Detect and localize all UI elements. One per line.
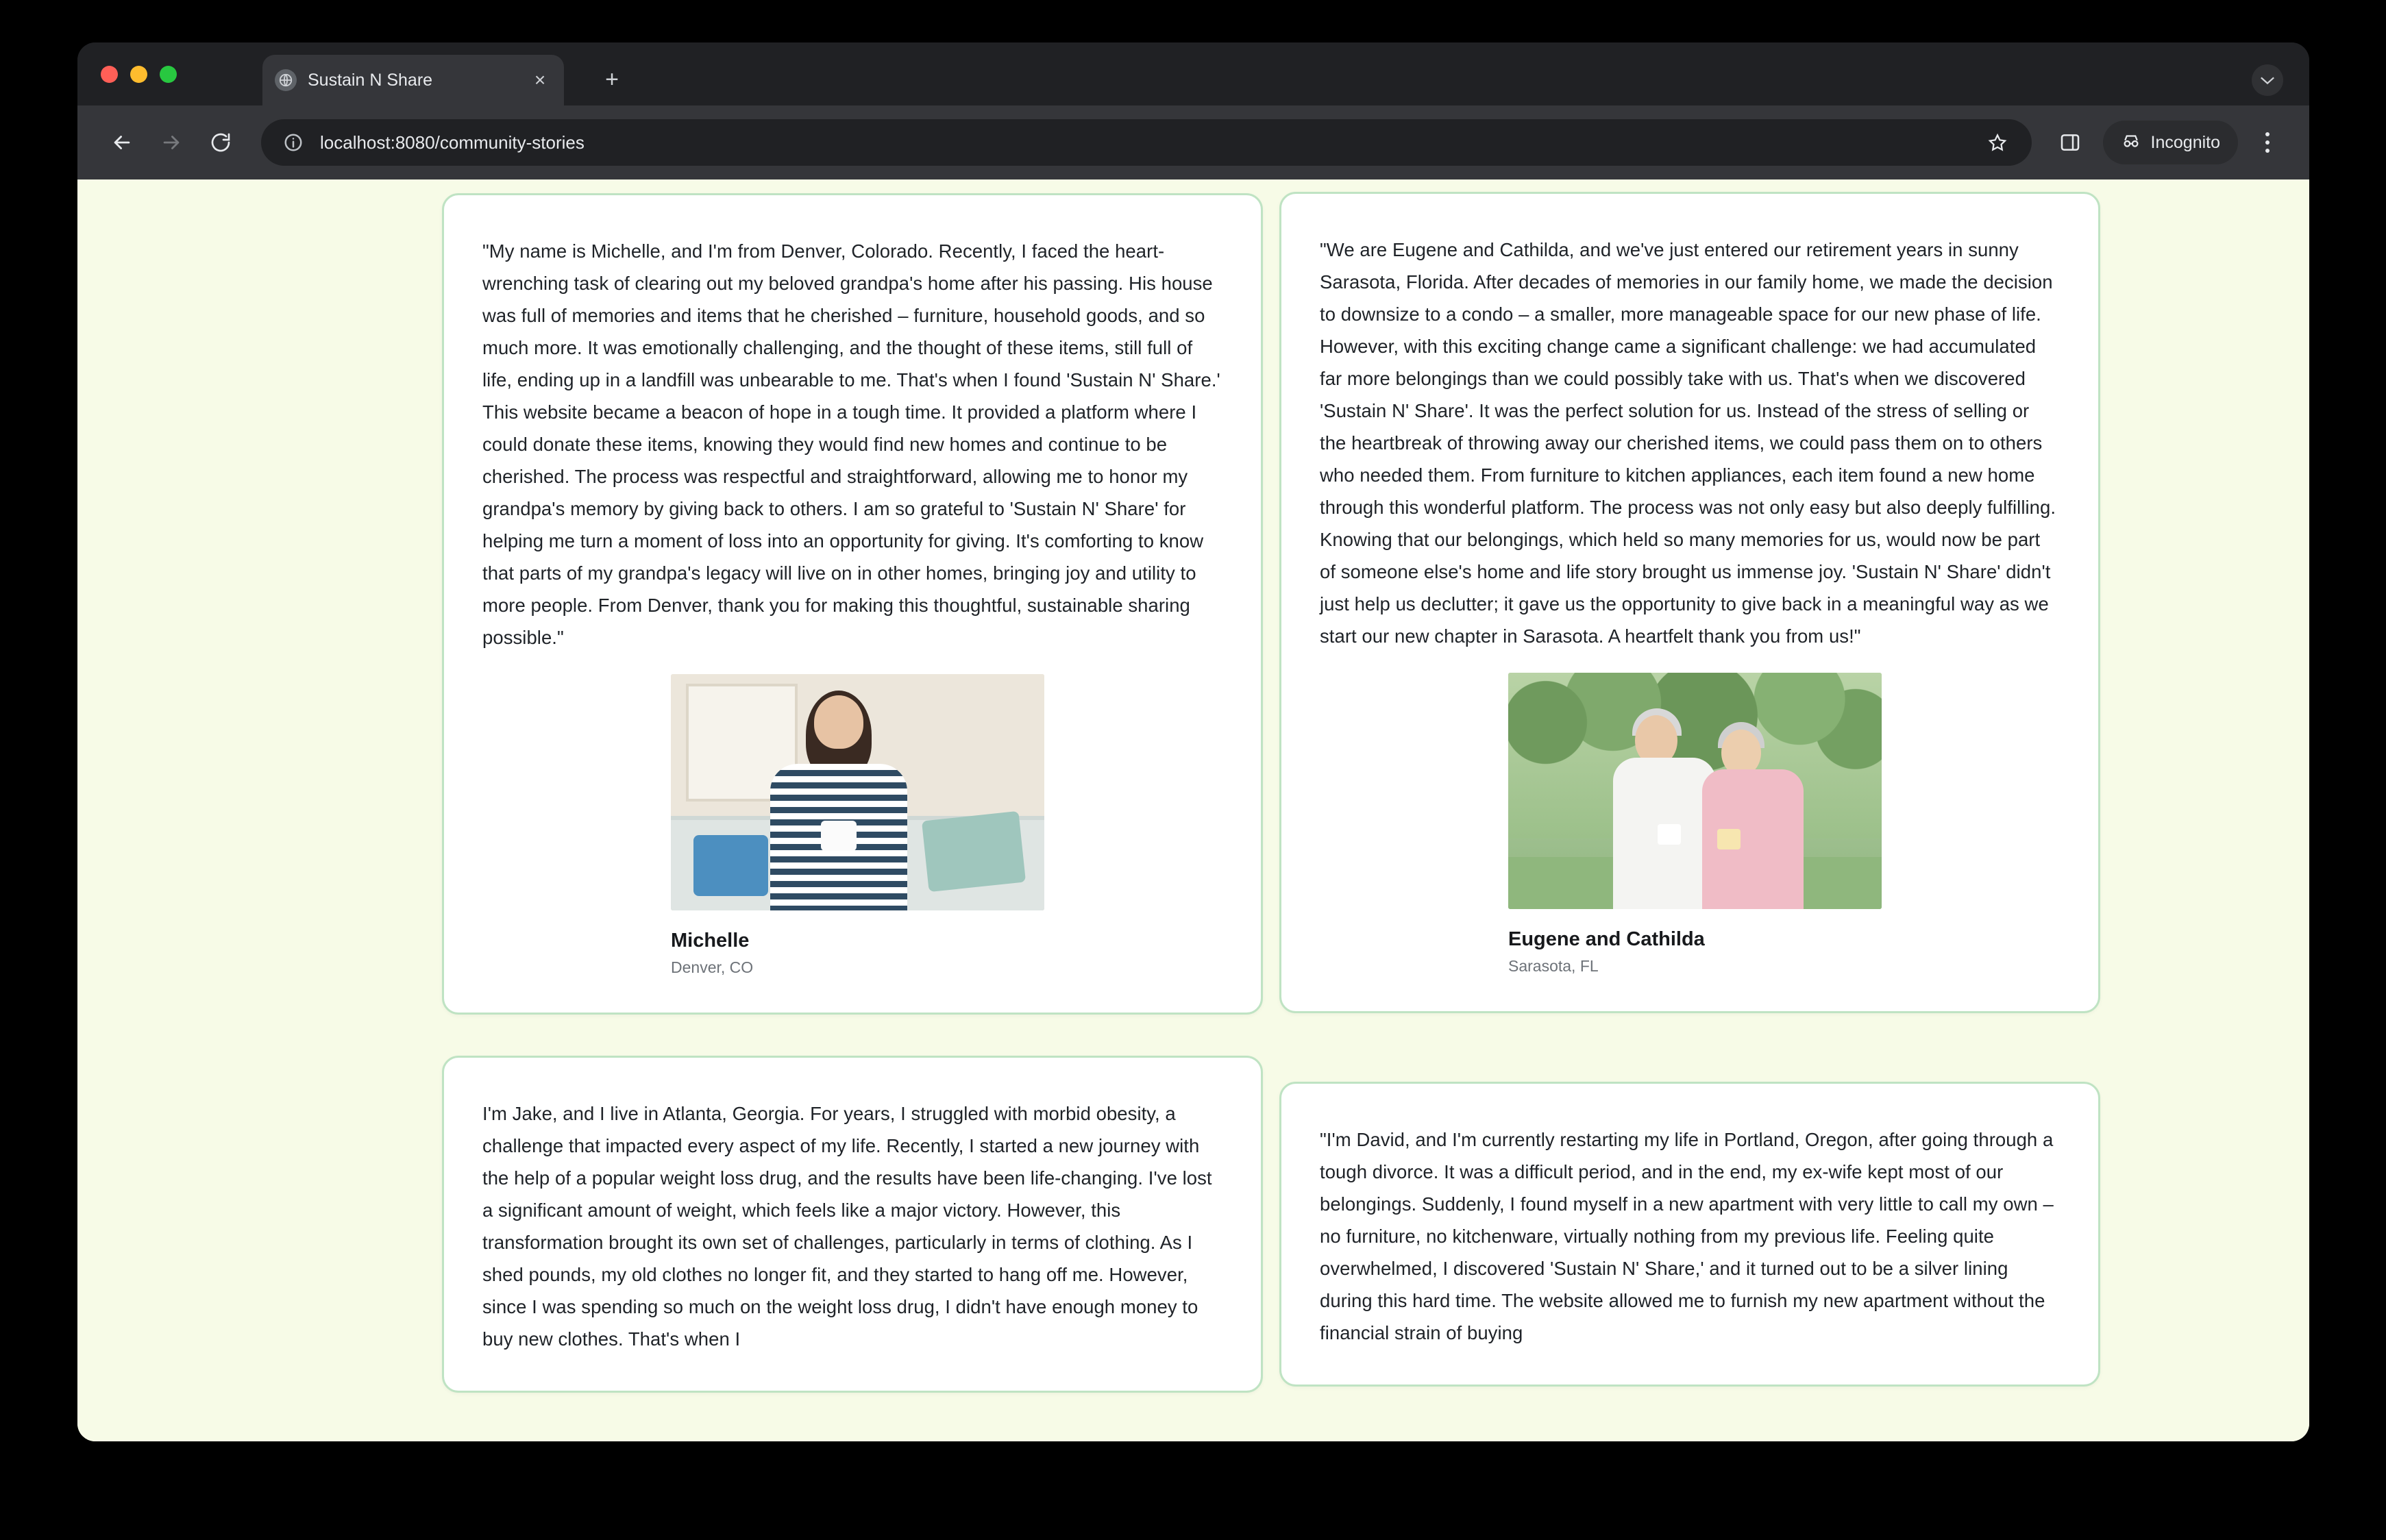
minimize-window-button[interactable] [130, 66, 147, 83]
story-card [1279, 1082, 2100, 1387]
back-icon[interactable] [101, 121, 143, 164]
bookmark-star-icon[interactable] [1982, 127, 2013, 158]
community-stories-grid [442, 179, 2100, 1393]
stories-column-right [1279, 179, 2100, 1393]
globe-icon [275, 69, 297, 91]
story-text: "We are Eugene and Cathilda, and we've just entered our retirement years in sunny Sarasota, Florida. After decades of memories in our family home, we made the decision to downsize to a condo – a smaller, more manageable space for our new phase of life. However, with this exciting change came a significant challenge: we had accumulated far more belongings than we could possibly take with us. That's when we discovered 'Sustain N' Share'. It was the perfect solution for us. Instead of the stress of selling or the heartbreak of throwing away our cherished items, we could pass them on to others who needed them. From furniture to kitchen appliances, each item found a new home through this wonderful platform. The process was not only easy but also deeply fulfilling. Knowing that our belongings, which held so many memories for us, would now be part of someone else's home and life story brought us immense joy. 'Sustain N' Share' didn't just help us declutter; it gave us the opportunity to give back in a meaningful way as we start our new chapter in Sarasota. A heartfelt thank you from us!" [1320, 239, 2056, 647]
window-controls [101, 66, 177, 83]
url-text: localhost:8080/community-stories [320, 132, 585, 153]
browser-tab[interactable] [262, 55, 564, 105]
story-author-location: Denver, CO [671, 958, 754, 976]
browser-menu-icon[interactable] [2249, 122, 2286, 163]
browser-window [77, 42, 2309, 1441]
info-icon [280, 129, 306, 156]
story-text: "My name is Michelle, and I'm from Denver, Colorado. Recently, I faced the heart-wrenching task of clearing out my beloved grandpa's home after his passing. His house was full of memories and items that he cherished – furniture, household goods, and so much more. It was emotionally challenging, and the thought of these items, still full of life, ending up in a landfill was unbearable to me. That's when I found 'Sustain N' Share.' This website became a beacon of hope in a tough time. It provided a platform where I could donate these items, knowing they would find new homes and continue to be cherished. The process was respectful and straightforward, allowing me to honor my grandpa's memory by giving back to others. I am so grateful to 'Sustain N' Share' for helping me turn a moment of loss into an opportunity for giving. It's comforting to know that parts of my grandpa's legacy will live on in other homes, bringing joy and utility to more people. From Denver, thank you for making this thoughtful, sustainable sharing possible." [482, 240, 1220, 648]
browser-toolbar [77, 105, 2309, 179]
close-window-button[interactable] [101, 66, 118, 83]
side-panel-icon[interactable] [2051, 123, 2089, 162]
incognito-indicator[interactable] [2103, 121, 2238, 164]
incognito-label: Incognito [2150, 132, 2220, 152]
story-author-location: Sarasota, FL [1508, 956, 1599, 975]
story-text: "I'm David, and I'm currently restarting my life in Portland, Oregon, after going through a tough divorce. It was a difficult period, and in the end, my ex-wife kept most of our belongings. Suddenly, I found myself in a new apartment with very little to call my own – no furniture, no kitchenware, virtually nothing from my previous life. Feeling quite overwhelmed, I discovered 'Sustain N' Share,' and it turned out to be a silver lining during this hard time. The website allowed me to furnish my new apartment without the financial strain of buying [1320, 1128, 2054, 1343]
tab-strip [77, 42, 2309, 105]
forward-icon[interactable] [150, 121, 193, 164]
maximize-window-button[interactable] [160, 66, 177, 83]
story-card [1279, 192, 2100, 1013]
story-author-name: Eugene and Cathilda [1508, 928, 1705, 950]
incognito-icon [2121, 131, 2141, 155]
woman-holding-mug-on-couch-photo [671, 674, 1044, 910]
tab-title: Sustain N Share [308, 70, 433, 90]
new-tab-button[interactable]: + [605, 66, 619, 92]
senior-couple-outdoors-photo [1508, 673, 1882, 909]
story-card [442, 193, 1263, 1015]
chevron-down-icon[interactable] [2252, 64, 2283, 96]
page-viewport [77, 179, 2309, 1441]
story-card [442, 1056, 1263, 1393]
close-icon[interactable]: × [534, 69, 546, 90]
stories-column-left [442, 179, 1263, 1393]
address-bar[interactable] [261, 119, 2032, 166]
reload-icon[interactable] [199, 121, 242, 164]
story-author-name: Michelle [671, 930, 750, 952]
story-text: I'm Jake, and I live in Atlanta, Georgia. For years, I struggled with morbid obesity, a challenge that impacted every aspect of my life. Recently, I started a new journey with the help of a popular weight loss drug, and the results have been life-changing. I've lost a significant amount of weight, which feels like a major victory. However, this transformation brought its own set of challenges, particularly in terms of clothing. As I shed pounds, my old clothes no longer fit, and they started to hang off me. However, since I was spending so much on the weight loss drug, I didn't have enough money to buy new clothes. That's when I [482, 1102, 1212, 1350]
